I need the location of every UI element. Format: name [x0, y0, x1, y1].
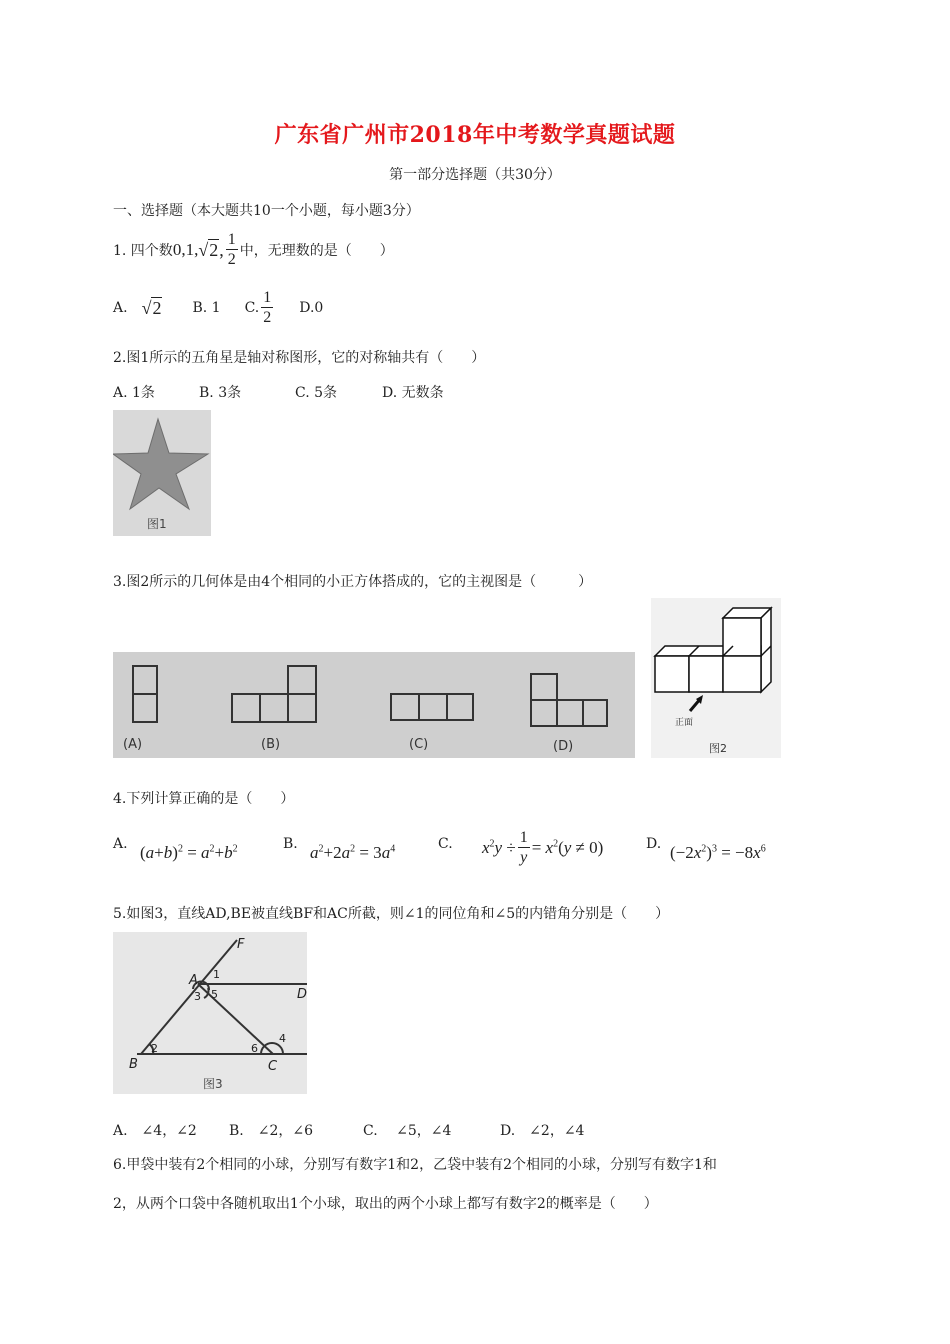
question-2-option-a: A. 1条: [113, 385, 155, 401]
question-4-stem: 4.下列计算正确的是（ ）: [113, 791, 295, 807]
question-5-option-b: B. ∠2，∠6: [229, 1123, 314, 1139]
figure-2-cubes: [651, 598, 781, 758]
question-4-option-d-label: D.: [646, 836, 662, 852]
angle-3-label: 3: [194, 990, 201, 1003]
question-2-stem: 2.图1所示的五角星是轴对称图形，它的对称轴共有（ ）: [113, 350, 486, 366]
star-figure: [113, 410, 211, 536]
section-heading: 一、选择题（本大题共10一个小题，每小题3分）: [113, 203, 420, 219]
angle-2-label: 2: [151, 1042, 158, 1055]
question-1-stem: [113, 232, 394, 268]
figure-1-label: 图1: [147, 517, 167, 531]
question-2-option-d: D. 无数条: [382, 385, 444, 401]
question-4-option-b-label: B.: [283, 836, 298, 852]
question-4-expression-d: $(-2x^2)^3 = -8x^6$: [670, 843, 766, 862]
question-1-options: [113, 290, 323, 326]
question-6-line-1: 6.甲袋中装有2个相同的小球，分别写有数字1和2，乙袋中装有2个相同的小球，分别写有数字1和: [113, 1157, 717, 1173]
figure-front-views: [113, 652, 635, 758]
point-a-label: A: [189, 973, 198, 988]
point-b-label: B: [129, 1057, 138, 1072]
question-5-option-d: D. ∠2，∠4: [500, 1123, 585, 1139]
front-label: 正面: [675, 718, 694, 728]
fraction-numerator: 1: [227, 231, 236, 248]
view-b-label: (B): [261, 737, 281, 752]
fraction-denominator: 2: [227, 251, 236, 268]
angle-6-label: 6: [251, 1042, 258, 1055]
fraction-denominator: 2: [263, 309, 272, 326]
question-3-stem: 3.图2所示的几何体是由4个相同的小正方体搭成的，它的主视图是（ ）: [113, 574, 593, 590]
view-c-label: (C): [409, 737, 429, 752]
question-4-expression-c: $x^2y$ ÷ $\frac{1}{y}$ = $x^2(y \ne 0)$: [482, 829, 604, 866]
question-4-expression-a: $(a+b)^2 = a^2+b^2$: [140, 843, 238, 862]
option-a-radicand: 2: [152, 297, 162, 318]
point-f-label: F: [237, 937, 245, 952]
option-c-fraction: [261, 290, 273, 326]
question-2-option-b: B. 3条: [199, 385, 242, 401]
option-c-label: C.: [244, 300, 260, 316]
question-6-line-2: 2，从两个口袋中各随机取出1个小球，取出的两个小球上都写有数字2的概率是（ ）: [113, 1196, 658, 1212]
question-5-option-c: C. ∠5，∠4: [363, 1123, 452, 1139]
five-pointed-star: [113, 419, 208, 509]
question-1-sqrt-radicand: 2: [209, 239, 219, 260]
question-2-option-c: C. 5条: [295, 385, 338, 401]
option-a-label: A.: [113, 300, 128, 316]
section-subtitle: 第一部分选择题（共30分）: [389, 167, 561, 183]
question-5-stem: 5.如图3，直线AD,BE被直线BF和AC所截，则∠1的同位角和∠5的内错角分别是（ ）: [113, 906, 670, 922]
point-c-label: C: [268, 1059, 278, 1074]
question-1-numbers: 0,1,: [172, 240, 199, 259]
question-4-expression-b: $a^2+2a^2 = 3a^4$: [310, 843, 396, 862]
figure-3-label: 图3: [203, 1077, 223, 1091]
fraction-numerator: 1: [263, 289, 272, 306]
cubes-figure: [651, 598, 781, 758]
question-1-fraction: [226, 232, 238, 268]
figure-2-label: 图2: [709, 742, 727, 755]
angle-1-label: 1: [213, 968, 220, 981]
angle-5-label: 5: [211, 988, 218, 1001]
question-1-prefix: 1. 四个数: [113, 243, 173, 259]
angle-4-label: 4: [279, 1032, 286, 1045]
question-1-suffix: 中，无理数的是（ ）: [239, 243, 394, 259]
point-d-label: D: [297, 987, 307, 1002]
question-1-sqrt: √2,: [198, 239, 224, 260]
figure-1-star: [113, 410, 211, 536]
option-d: D.0: [299, 300, 324, 316]
figure-3-lines: [113, 932, 307, 1094]
question-4-option-c-label: C.: [438, 836, 453, 852]
question-4-option-a-label: A.: [113, 836, 128, 852]
page-title: 广东省广州市2018年中考数学真题试题: [274, 122, 676, 148]
option-a-sqrt: √2: [141, 297, 162, 318]
option-b: B. 1: [192, 300, 221, 316]
lines-figure: [113, 932, 307, 1094]
front-view-options: [113, 652, 635, 758]
question-5-option-a: A. ∠4，∠2: [113, 1123, 197, 1139]
view-a-label: (A): [123, 737, 143, 752]
view-d-label: (D): [553, 739, 574, 754]
